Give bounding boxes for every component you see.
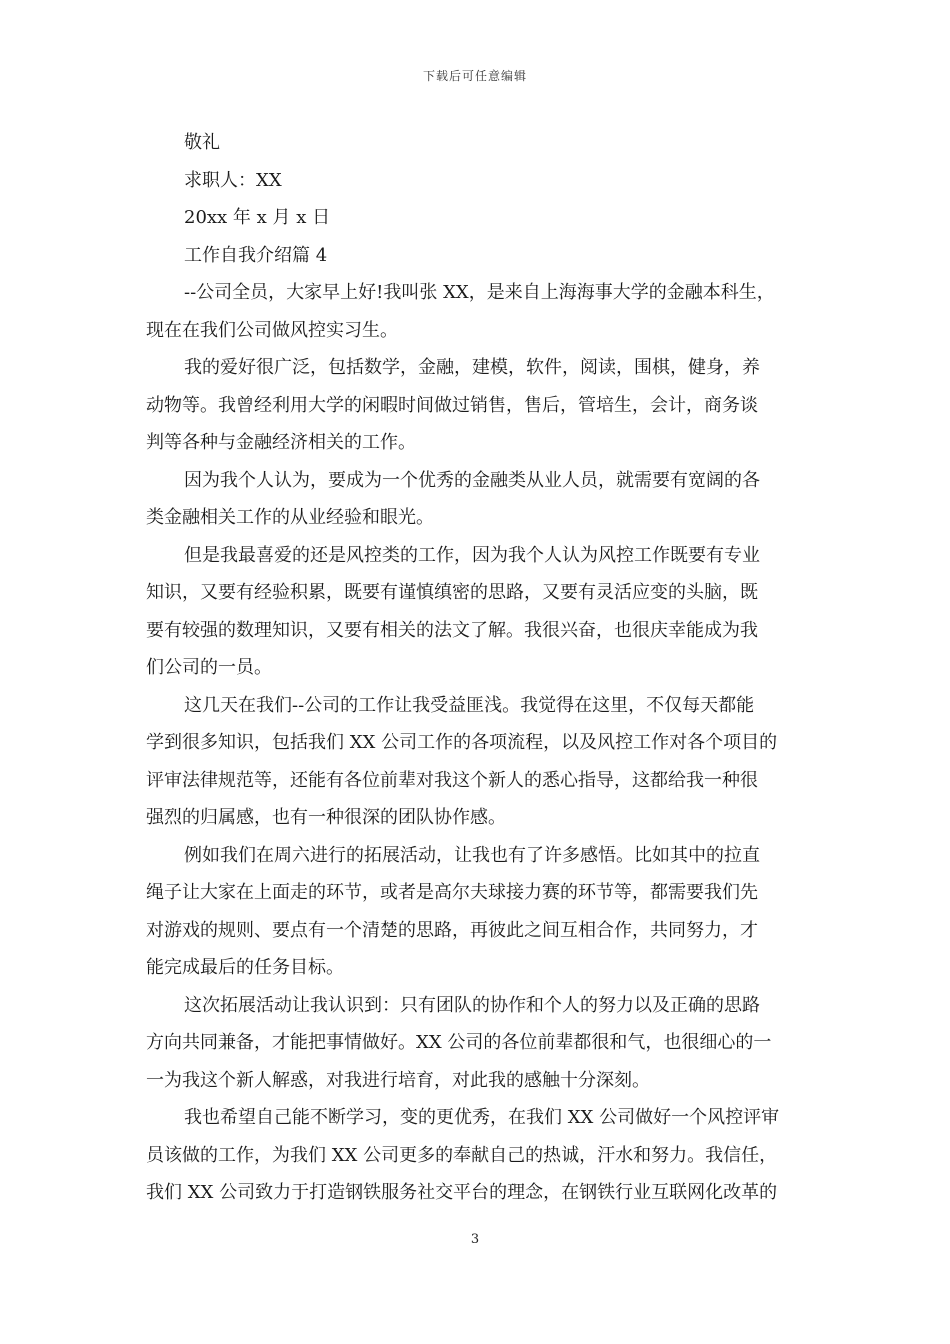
text-line: 但是我最喜爱的还是风控类的工作，因为我个人认为风控工作既要有专业 <box>184 544 760 566</box>
text-line: 动物等。我曾经利用大学的闲暇时间做过销售，售后，管培生，会计，商务谈 <box>146 394 758 416</box>
text-line: --公司全员，大家早上好!我叫张 XX，是来自上海海事大学的金融本科生， <box>184 282 775 303</box>
text-line: 判等各种与金融经济相关的工作。 <box>146 432 416 453</box>
text-line: 对游戏的规则、要点有一个清楚的思路，再彼此之间互相合作，共同努力，才 <box>146 919 758 941</box>
page-number: 3 <box>470 1232 480 1247</box>
text-line: 类金融相关工作的从业经验和眼光。 <box>146 507 434 528</box>
text-line: 我也希望自己能不断学习，变的更优秀，在我们 XX 公司做好一个风控评审 <box>184 1107 780 1128</box>
text-line: 例如我们在周六进行的拓展活动，让我也有了许多感悟。比如其中的拉直 <box>184 844 760 866</box>
text-line: 学到很多知识，包括我们 XX 公司工作的各项流程，以及风控工作对各个项目的 <box>146 732 778 753</box>
text-line: 们公司的一员。 <box>146 657 272 678</box>
text-line: 评审法律规范等，还能有各位前辈对我这个新人的悉心指导，这都给我一种很 <box>146 769 758 791</box>
text-line: 敬礼 <box>184 132 220 153</box>
text-line: 这几天在我们--公司的工作让我受益匪浅。我觉得在这里，不仅每天都能 <box>184 694 755 716</box>
text-line: 我们 XX 公司致力于打造钢铁服务社交平台的理念，在钢铁行业互联网化改革的 <box>146 1182 778 1203</box>
text-line: 求职人：XX <box>184 169 282 191</box>
text-line: 能完成最后的任务目标。 <box>146 957 344 978</box>
text-line: 这次拓展活动让我认识到：只有团队的协作和个人的努力以及正确的思路 <box>184 994 760 1016</box>
text-line: 员该做的工作，为我们 XX 公司更多的奉献自己的热诚，汗水和努力。我信任， <box>146 1144 778 1166</box>
document-body <box>146 124 810 1212</box>
text-line: 绳子让大家在上面走的环节，或者是高尔夫球接力赛的环节等，都需要我们先 <box>146 882 758 903</box>
text-line: 20xx 年 x 月 x 日 <box>184 207 331 228</box>
page-header: 下载后可任意编辑 <box>422 69 527 83</box>
text-line: 现在在我们公司做风控实习生。 <box>146 319 398 341</box>
text-line: 因为我个人认为，要成为一个优秀的金融类从业人员，就需要有宽阔的各 <box>184 469 760 491</box>
text-line: 知识，又要有经验积累，既要有谨慎缜密的思路，又要有灵活应变的头脑，既 <box>146 582 758 603</box>
text-line: 工作自我介绍篇 4 <box>184 244 328 266</box>
text-line: 方向共同兼备，才能把事情做好。XX 公司的各位前辈都很和气，也很细心的一 <box>146 1032 772 1053</box>
text-line: 我的爱好很广泛，包括数学，金融，建模，软件，阅读，围棋，健身，养 <box>184 357 760 378</box>
text-line: 强烈的归属感，也有一种很深的团队协作感。 <box>146 807 506 828</box>
text-line: 一为我这个新人解惑，对我进行培育，对此我的感触十分深刻。 <box>146 1069 650 1091</box>
text-line: 要有较强的数理知识，又要有相关的法文了解。我很兴奋，也很庆幸能成为我 <box>146 619 758 641</box>
